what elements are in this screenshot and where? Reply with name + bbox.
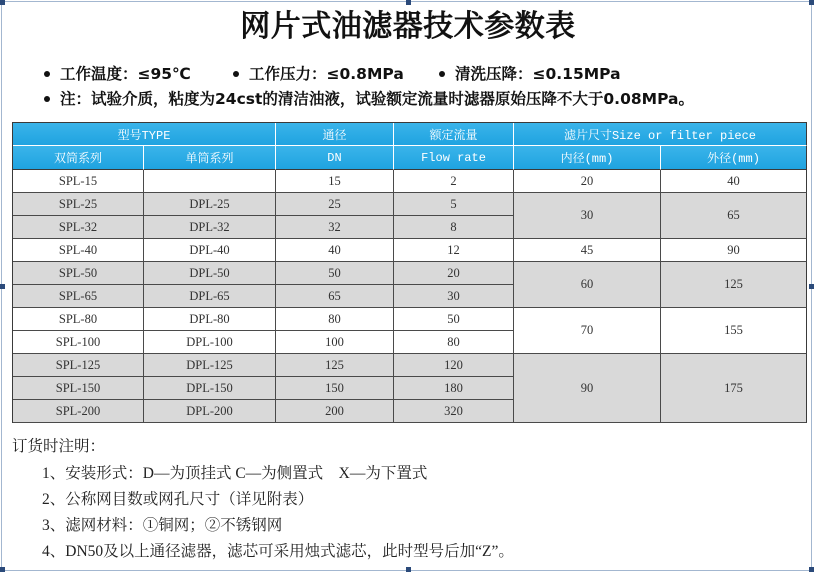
dn-cell: 125: [276, 354, 394, 377]
resize-handle-bottom-center[interactable]: [406, 567, 411, 572]
flow-rate-cell: 5: [394, 193, 514, 216]
flow-rate-cell: 320: [394, 400, 514, 423]
inner-diameter-cell: 70: [514, 308, 661, 354]
header-dn: DN: [276, 146, 394, 170]
table-body: [13, 170, 807, 423]
outer-diameter-cell: 155: [661, 308, 807, 354]
resize-handle-middle-right[interactable]: [809, 284, 814, 289]
double-series-cell: SPL-65: [13, 285, 144, 308]
double-series-cell: SPL-50: [13, 262, 144, 285]
table-subheader-row: [13, 146, 807, 170]
dn-cell: 80: [276, 308, 394, 331]
spec-cleaning-pressure-drop: 清洗压降：≤0.15MPa: [455, 65, 621, 83]
single-series-cell: DPL-100: [144, 331, 276, 354]
double-series-cell: SPL-80: [13, 308, 144, 331]
bullet-icon: [44, 71, 50, 77]
outer-diameter-cell: 125: [661, 262, 807, 308]
double-series-cell: SPL-100: [13, 331, 144, 354]
bullet-icon: [233, 71, 239, 77]
single-series-cell: DPL-125: [144, 354, 276, 377]
dn-cell: 150: [276, 377, 394, 400]
double-series-cell: SPL-125: [13, 354, 144, 377]
header-filter-size: 滤片尺寸Size or filter piece: [514, 123, 807, 146]
ordering-notes: [0, 430, 816, 565]
single-series-cell: DPL-40: [144, 239, 276, 262]
ordering-note-item: 1、安装形式：D—为顶挂式 C—为侧置式 X—为下置式: [42, 465, 428, 482]
double-series-cell: SPL-150: [13, 377, 144, 400]
resize-handle-bottom-right[interactable]: [809, 567, 814, 572]
single-series-cell: [144, 170, 276, 193]
header-bore: 通径: [276, 123, 394, 146]
table-header-row: [13, 123, 807, 146]
inner-diameter-cell: 90: [514, 354, 661, 423]
flow-rate-cell: 80: [394, 331, 514, 354]
dn-cell: 200: [276, 400, 394, 423]
double-series-cell: SPL-15: [13, 170, 144, 193]
table-row: [13, 239, 807, 262]
resize-handle-bottom-left[interactable]: [0, 567, 5, 572]
dn-cell: 100: [276, 331, 394, 354]
flow-rate-cell: 8: [394, 216, 514, 239]
flow-rate-cell: 2: [394, 170, 514, 193]
single-series-cell: DPL-50: [144, 262, 276, 285]
flow-rate-cell: 20: [394, 262, 514, 285]
resize-handle-top-left[interactable]: [0, 0, 5, 5]
resize-handle-middle-left[interactable]: [0, 284, 5, 289]
inner-diameter-cell: 20: [514, 170, 661, 193]
header-outer-diameter: 外径(mm): [661, 146, 807, 170]
outer-diameter-cell: 40: [661, 170, 807, 193]
double-series-cell: SPL-40: [13, 239, 144, 262]
table-row: [13, 354, 807, 377]
double-series-cell: SPL-32: [13, 216, 144, 239]
outer-diameter-cell: 90: [661, 239, 807, 262]
header-double-series: 双筒系列: [13, 146, 144, 170]
bullet-icon: [439, 71, 445, 77]
inner-diameter-cell: 45: [514, 239, 661, 262]
inner-diameter-cell: 30: [514, 193, 661, 239]
dn-cell: 40: [276, 239, 394, 262]
header-flow-rate: Flow rate: [394, 146, 514, 170]
double-series-cell: SPL-200: [13, 400, 144, 423]
ordering-note-item: 4、DN50及以上通径滤器，滤芯可采用烛式滤芯，此时型号后加“Z”。: [42, 543, 514, 560]
parameter-table: [12, 122, 807, 423]
test-condition-note: 注：试验介质，粘度为24cst的清洁油液，试验额定流量时滤器原始压降不大于0.08MPa。: [60, 90, 694, 108]
spec-working-pressure: 工作压力：≤0.8MPa: [249, 65, 404, 83]
single-series-cell: DPL-80: [144, 308, 276, 331]
table-row: [13, 308, 807, 331]
outer-diameter-cell: 65: [661, 193, 807, 239]
single-series-cell: DPL-65: [144, 285, 276, 308]
document-title: 网片式油滤器技术参数表: [240, 10, 576, 43]
ordering-note-item: 3、滤网材料：①铜网；②不锈钢网: [42, 517, 283, 534]
flow-rate-cell: 180: [394, 377, 514, 400]
header-rated-flow: 额定流量: [394, 123, 514, 146]
dn-cell: 25: [276, 193, 394, 216]
double-series-cell: SPL-25: [13, 193, 144, 216]
spec-working-temperature: 工作温度：≤95℃: [60, 65, 191, 83]
single-series-cell: DPL-25: [144, 193, 276, 216]
bullet-icon: [44, 96, 50, 102]
table-row: [13, 262, 807, 285]
single-series-cell: DPL-32: [144, 216, 276, 239]
ordering-note-item: 2、公称网目数或网孔尺寸（详见附表）: [42, 491, 314, 508]
outer-diameter-cell: 175: [661, 354, 807, 423]
resize-handle-top-center[interactable]: [406, 0, 411, 5]
dn-cell: 50: [276, 262, 394, 285]
dn-cell: 32: [276, 216, 394, 239]
single-series-cell: DPL-150: [144, 377, 276, 400]
ordering-notes-heading: 订货时注明：: [12, 438, 106, 455]
single-series-cell: DPL-200: [144, 400, 276, 423]
header-type: 型号TYPE: [13, 123, 276, 146]
table-row: [13, 170, 807, 193]
resize-handle-top-right[interactable]: [809, 0, 814, 5]
dn-cell: 65: [276, 285, 394, 308]
table-row: [13, 193, 807, 216]
inner-diameter-cell: 60: [514, 262, 661, 308]
flow-rate-cell: 12: [394, 239, 514, 262]
header-inner-diameter: 内径(mm): [514, 146, 661, 170]
header-single-series: 单筒系列: [144, 146, 276, 170]
flow-rate-cell: 50: [394, 308, 514, 331]
dn-cell: 15: [276, 170, 394, 193]
flow-rate-cell: 30: [394, 285, 514, 308]
flow-rate-cell: 120: [394, 354, 514, 377]
